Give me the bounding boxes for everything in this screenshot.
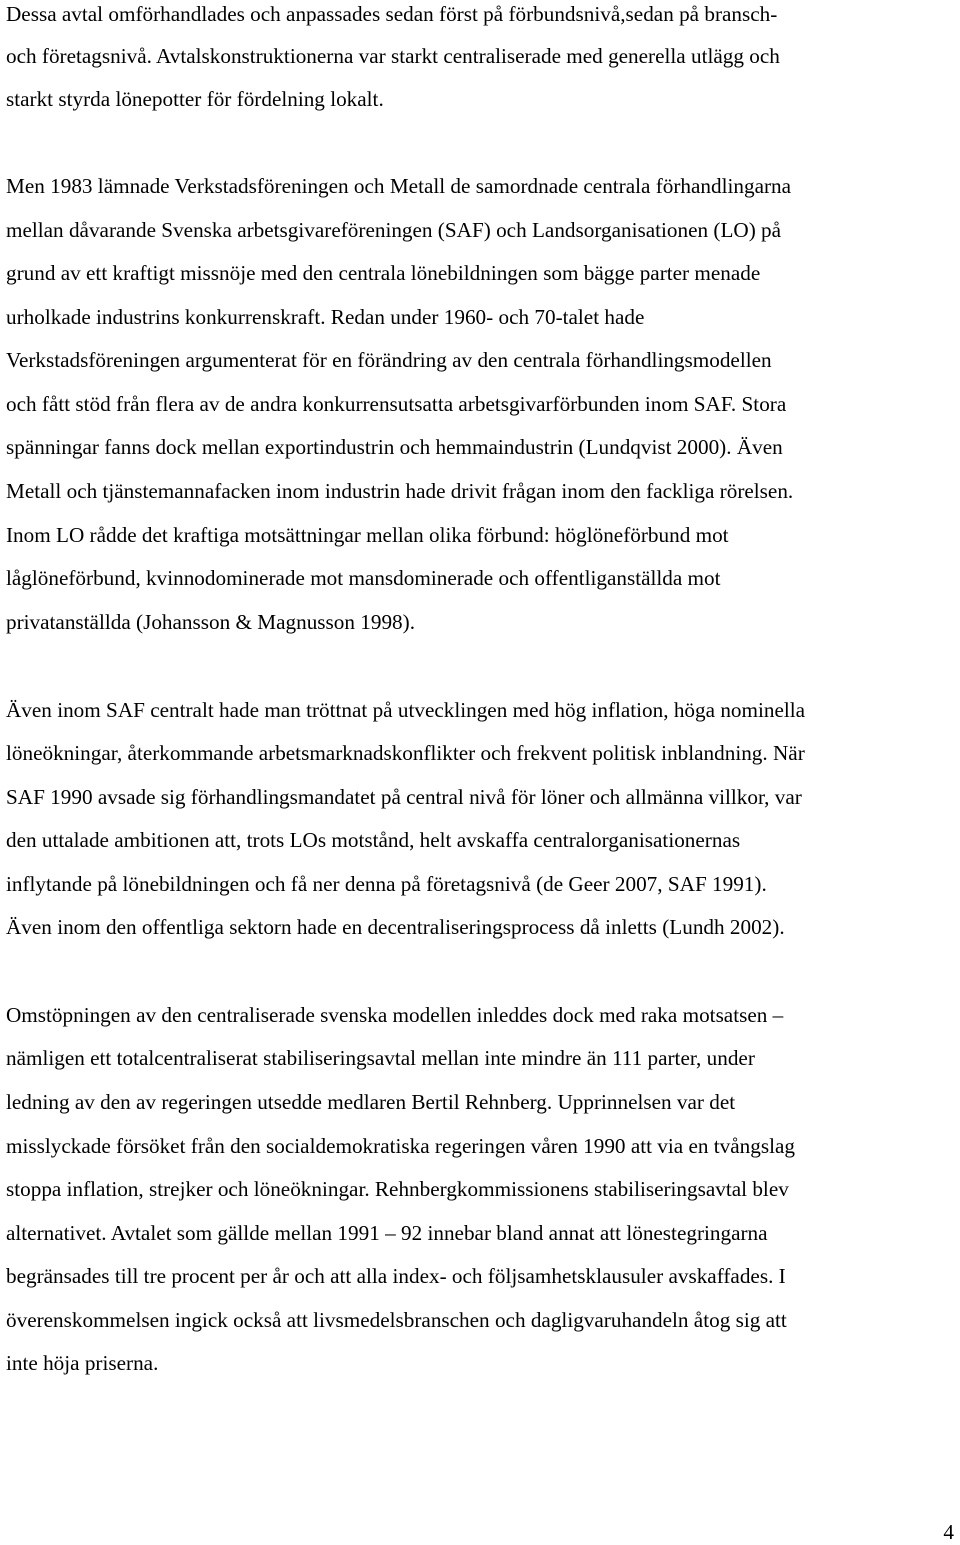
paragraph-line: och fått stöd från flera av de andra konkurrensutsatta arbetsgivarförbunden inom SAF. Stora [6, 392, 787, 416]
paragraph-line: alternativet. Avtalet som gällde mellan 1991 – 92 innebar bland annat att lönestegringarna [6, 1221, 768, 1245]
paragraph-line: inflytande på lönebildningen och få ner denna på företagsnivå (de Geer 2007, SAF 1991). [6, 872, 767, 896]
paragraph-line: SAF 1990 avsade sig förhandlingsmandatet på central nivå för löner och allmänna villkor, var [6, 785, 802, 809]
paragraph-line: stoppa inflation, strejker och löneökningar. Rehnbergkommissionens stabiliseringsavtal blev [6, 1177, 789, 1201]
paragraph-line: löneökningar, återkommande arbetsmarknadskonflikter och frekvent politisk inblandning. När [6, 741, 805, 765]
paragraph-line: mellan dåvarande Svenska arbetsgivareföreningen (SAF) och Landsorganisationen (LO) på [6, 218, 782, 242]
paragraph-line: misslyckade försöket från den socialdemokratiska regeringen våren 1990 att via en tvångslag [6, 1134, 795, 1158]
paragraph-line: överenskommelsen ingick också att livsmedelsbranschen och dagligvaruhandeln åtog sig att [6, 1308, 787, 1332]
paragraph-line: privatanställda (Johansson & Magnusson 1998). [6, 610, 415, 634]
paragraph-line: den uttalade ambitionen att, trots LOs motstånd, helt avskaffa centralorganisationernas [6, 828, 741, 852]
paragraph-line: spänningar fanns dock mellan exportindustrin och hemmaindustrin (Lundqvist 2000). Även [6, 435, 783, 459]
paragraph-line: Dessa avtal omförhandlades och anpassades sedan först på förbundsnivå,sedan på bransch- [6, 2, 778, 26]
paragraph-line: Metall och tjänstemannafacken inom industrin hade drivit frågan inom den fackliga rörelsen. [6, 479, 794, 503]
paragraph-line: Omstöpningen av den centraliserade svenska modellen inleddes dock med raka motsatsen – [6, 1003, 784, 1027]
paragraph-line: inte höja priserna. [6, 1351, 159, 1375]
paragraph-line: Även inom den offentliga sektorn hade en decentraliseringsprocess då inletts (Lundh 2002). [6, 915, 785, 939]
paragraph-line: Även inom SAF centralt hade man tröttnat på utvecklingen med hög inflation, höga nominella [6, 698, 806, 722]
paragraph-line: låglöneförbund, kvinnodominerade mot mansdominerade och offentliganställda mot [6, 566, 721, 590]
paragraph-line: Men 1983 lämnade Verkstadsföreningen och Metall de samordnade centrala förhandlingarna [6, 174, 792, 198]
paragraph-line: Verkstadsföreningen argumenterat för en förändring av den centrala förhandlingsmodellen [6, 348, 772, 372]
paragraph-line: ledning av den av regeringen utsedde medlaren Bertil Rehnberg. Upprinnelsen var det [6, 1090, 736, 1114]
paragraph-line: och företagsnivå. Avtalskonstruktionerna var starkt centraliserade med generella utlägg och [6, 44, 780, 68]
paragraph-line: Inom LO rådde det kraftiga motsättningar mellan olika förbund: höglöneförbund mot [6, 523, 729, 547]
page-number: 4 [943, 1520, 954, 1544]
paragraph-line: starkt styrda lönepotter för fördelning lokalt. [6, 87, 384, 111]
paragraph-line: begränsades till tre procent per år och att alla index- och följsamhetsklausuler avskaffades. I [6, 1264, 786, 1288]
paragraph-line: grund av ett kraftigt missnöje med den centrala lönebildningen som bägge parter menade [6, 261, 761, 285]
paragraph-line: nämligen ett totalcentraliserat stabiliseringsavtal mellan inte mindre än 111 parter, under [6, 1046, 755, 1070]
paragraph-line: urholkade industrins konkurrenskraft. Redan under 1960- och 70-talet hade [6, 305, 645, 329]
